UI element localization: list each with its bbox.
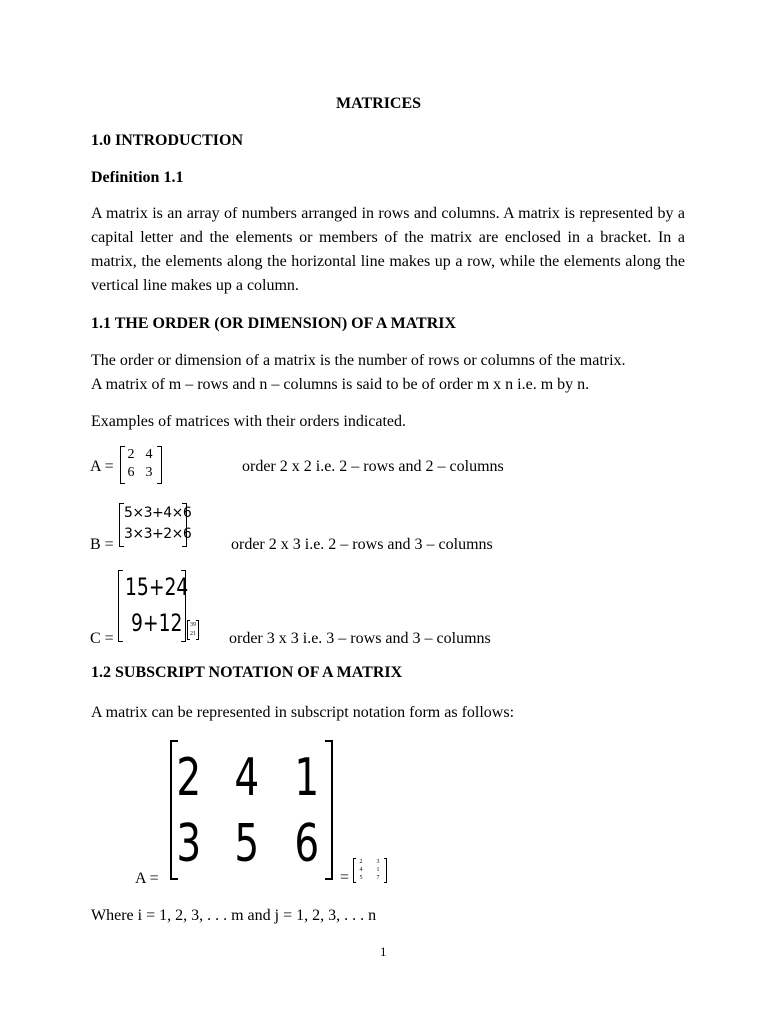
- matrix-cell: 1: [376, 867, 380, 873]
- intro-heading: 1.0 INTRODUCTION: [91, 132, 244, 149]
- definition-heading: Definition 1.1: [91, 169, 184, 186]
- matrix-a: [120, 446, 162, 484]
- large-matrix: [170, 740, 333, 880]
- left-bracket: [120, 446, 125, 484]
- matrix-cell: 4: [234, 748, 260, 808]
- matrix-cell: 39: [190, 622, 196, 628]
- left-bracket: [353, 858, 356, 883]
- large-matrix-label: A =: [135, 870, 159, 887]
- matrix-c-small: [187, 620, 199, 640]
- matrix-cell: 1: [294, 748, 320, 808]
- matrix-b: [119, 503, 192, 547]
- matrix-cell: 3: [176, 814, 202, 874]
- matrix-row: 3×3+2×6: [124, 526, 192, 542]
- matrix-cell: 3: [145, 465, 153, 480]
- examples-intro: Examples of matrices with their orders indicated.: [91, 413, 407, 430]
- matrix-b-order: order 2 x 3 i.e. 2 – rows and 3 – columns: [231, 536, 493, 553]
- matrix-cell: 2: [359, 859, 363, 865]
- right-bracket: [325, 740, 333, 880]
- subscript-intro: A matrix can be represented in subscript notation form as follows:: [91, 704, 515, 721]
- document-title: MATRICES: [336, 95, 422, 112]
- order-line-1: The order or dimension of a matrix is the number of rows or columns of the matrix.: [91, 352, 626, 369]
- equals-sign: =: [340, 869, 350, 886]
- matrix-c-label: C =: [90, 630, 114, 647]
- matrix-a-order: order 2 x 2 i.e. 2 – rows and 2 – columns: [242, 458, 504, 475]
- matrix-c-order: order 3 x 3 i.e. 3 – rows and 3 – columns: [229, 630, 491, 647]
- matrix-cell: 4: [145, 447, 153, 462]
- right-bracket: [384, 858, 387, 883]
- matrix-cell: 2: [127, 447, 135, 462]
- left-bracket: [118, 570, 123, 642]
- matrix-cell: 6: [294, 814, 320, 874]
- matrix-cell: 7: [376, 875, 380, 881]
- matrix-c: [118, 570, 189, 642]
- matrix-cell: 5: [359, 875, 363, 881]
- matrix-cell: 4: [359, 867, 363, 873]
- matrix-row: 15+24: [125, 573, 189, 601]
- order-heading: 1.1 THE ORDER (OR DIMENSION) OF A MATRIX: [91, 315, 457, 332]
- index-range-line: Where i = 1, 2, 3, . . . m and j = 1, 2, 3, . . . n: [91, 907, 377, 924]
- small-matrix: [353, 858, 387, 883]
- matrix-b-label: B =: [90, 536, 114, 553]
- matrix-cell: 6: [127, 465, 135, 480]
- matrix-cell: 2: [176, 748, 202, 808]
- right-bracket: [157, 446, 162, 484]
- page-number: 1: [380, 944, 387, 959]
- order-line-2: A matrix of m – rows and n – columns is said to be of order m x n i.e. m by n.: [91, 376, 590, 393]
- matrix-cell: 21: [190, 631, 196, 637]
- matrix-cell: 5: [234, 814, 260, 874]
- matrix-row: 9+12: [131, 609, 183, 637]
- subscript-heading: 1.2 SUBSCRIPT NOTATION OF A MATRIX: [91, 664, 403, 681]
- matrix-a-label: A =: [90, 458, 114, 475]
- definition-paragraph: A matrix is an array of numbers arranged in rows and columns. A matrix is represented by a capital letter and the elements or members of the matrix are enclosed in a bracket. In a matrix, the elements along the horizontal line makes up a row, while the elements along the vertical line makes up a column.: [91, 205, 685, 294]
- matrix-row: 5×3+4×6: [124, 505, 192, 521]
- matrix-cell: 3: [376, 859, 380, 865]
